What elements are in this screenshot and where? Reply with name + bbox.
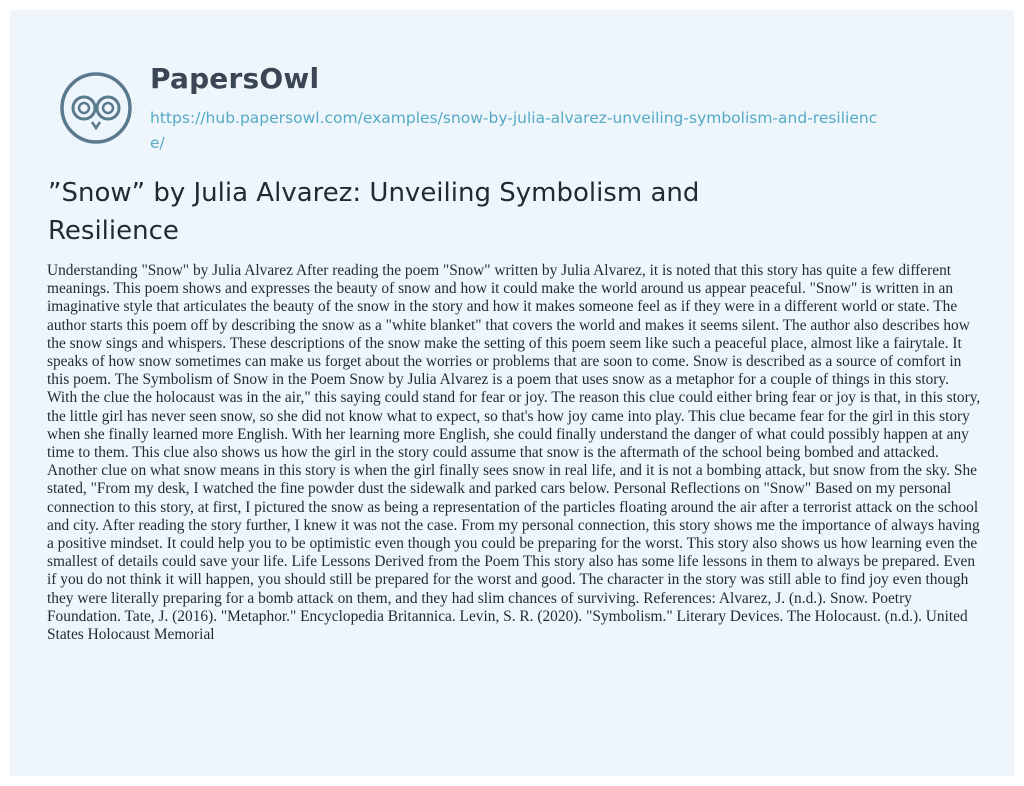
brand-name: PapersOwl xyxy=(150,62,320,95)
owl-eyes-icon xyxy=(58,70,134,146)
document-body: Understanding "Snow" by Julia Alvarez After reading the poem "Snow" written by Julia Alvarez, it is noted that this story has quite a few different meanings. This poem shows and expresses the beauty of snow and how it could make the world around us appear peaceful. "Snow" is written in an imaginative style that articulates the beauty of the snow in the story and how it makes someone feel as if they were in a different world or state. The author starts this poem off by describing the snow as a "white blanket" that covers the world and makes it seems silent. The author also describes how the snow sings and whispers. These descriptions of the snow make the setting of this poem seem like such a peaceful place, almost like a fairytale. It speaks of how snow sometimes can make us forget about the worries or problems that are soon to come. Snow is described as a source of comfort in this poem. The Symbolism of Snow in the Poem Snow by Julia Alvarez is a poem that uses snow as a metaphor for a couple of things in this story. With the clue the holocaust was in the air," this saying could stand for fear or joy. The reason this clue could either bring fear or joy is that, in this story, the little girl has never seen snow, so she did not know what to expect, so that's how joy came into play. This clue became fear for the girl in this story when she finally learned more English. With her learning more English, she could finally understand the danger of what could possibly happen at any time to them. This clue also shows us how the girl in the story could assume that snow is the aftermath of the school being bombed and attacked. Another clue on what snow means in this story is when the girl finally sees snow in real life, and it is not a bombing attack, but snow from the sky. She stated, "From my desk, I watched the fine powder dust the sidewalk and parked cars below. Personal Reflections on "Snow" Based on my personal connection to this story, at first, I pictured the snow as being a representation of the particles floating around the air after a terrorist attack on the school and city. After reading the story further, I knew it was not the case. From my personal connection, this story shows me the importance of always having a positive mindset. It could help you to be optimistic even though you could be preparing for the worst. This story also shows us how learning even the smallest of details could save your life. Life Lessons Derived from the Poem This story also has some life lessons in them to always be prepared. Even if you do not think it will happen, you should still be prepared for the worst and good. The character in the story was still able to find joy even though they were literally preparing for a bomb attack on them, and they had slim chances of surviving. References: Alvarez, J. (n.d.). Snow. Poetry Foundation. Tate, J. (2016). "Metaphor." Encyclopedia Britannica. Levin, S. R. (2020). "Symbolism." Literary Devices. The Holocaust. (n.d.). United States Holocaust Memorial xyxy=(47,262,981,644)
document-page xyxy=(10,10,1014,776)
document-title: ”Snow” by Julia Alvarez: Unveiling Symbolism and Resilience xyxy=(48,178,700,246)
source-url-link[interactable]: https://hub.papersowl.com/examples/snow-by-julia-alvarez-unveiling-symbolism-and-resilience/ xyxy=(150,109,878,152)
